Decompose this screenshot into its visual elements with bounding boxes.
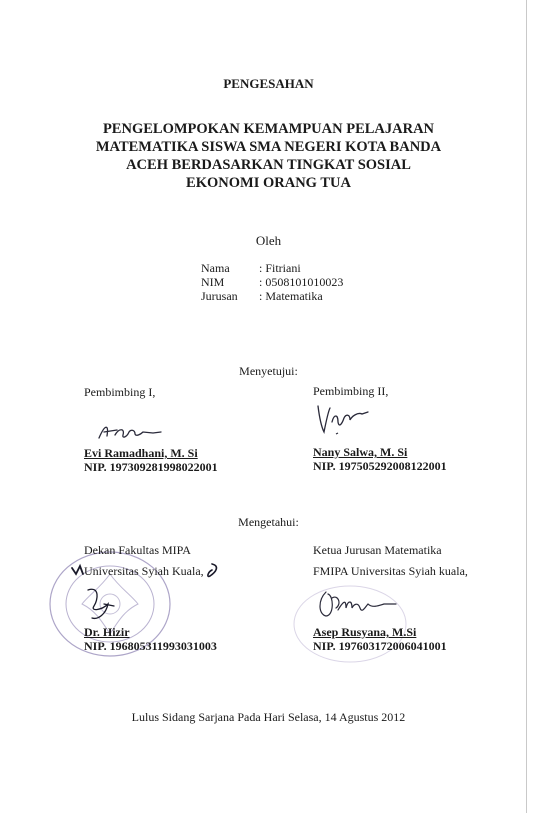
head-nip: NIP. 197603172006041001 bbox=[313, 639, 447, 653]
supervisor1-nip: NIP. 197309281998022001 bbox=[84, 460, 218, 474]
dean-nip: NIP. 196805311993031003 bbox=[84, 639, 217, 653]
supervisor2-role: Pembimbing II, bbox=[313, 384, 389, 398]
dean-signature bbox=[70, 560, 220, 630]
supervisor2-nip: NIP. 197505292008122001 bbox=[313, 459, 447, 473]
supervisor1-role: Pembimbing I, bbox=[84, 385, 156, 399]
supervisor1-signature bbox=[95, 420, 165, 444]
scan-edge-line bbox=[526, 0, 527, 813]
identity-label: Nama bbox=[201, 261, 230, 275]
title-line: PENGELOMPOKAN KEMAMPUAN PELAJARAN bbox=[102, 121, 435, 137]
identity-row-name bbox=[201, 261, 343, 275]
supervisor2-name: Nany Salwa, M. Si bbox=[313, 445, 408, 459]
head-name: Asep Rusyana, M.Si bbox=[313, 625, 417, 639]
supervisor1-name: Evi Ramadhani, M. Si bbox=[84, 446, 198, 460]
dean-role-line1: Dekan Fakultas MIPA bbox=[84, 543, 191, 557]
head-role-line1: Ketua Jurusan Matematika bbox=[313, 543, 442, 557]
identity-value: : Matematika bbox=[259, 289, 323, 303]
by-label: Oleh bbox=[255, 233, 282, 248]
head-role-line2: FMIPA Universitas Syiah kuala, bbox=[313, 564, 468, 578]
title-line: ACEH BERDASARKAN TINGKAT SOSIAL bbox=[126, 157, 411, 173]
page-heading: PENGESAHAN bbox=[223, 76, 314, 91]
dean-role-line2: Universitas Syiah Kuala, bbox=[84, 564, 204, 578]
identity-value: : 0508101010023 bbox=[259, 275, 344, 289]
thesis-title bbox=[40, 120, 497, 192]
student-identity bbox=[201, 261, 343, 303]
identity-row-department bbox=[201, 289, 343, 303]
approval-label: Menyetujui: bbox=[239, 364, 298, 378]
acknowledgement-label: Mengetahui: bbox=[238, 515, 299, 529]
identity-value: : Fitriani bbox=[259, 261, 301, 275]
head-signature bbox=[312, 586, 402, 622]
identity-row-nim bbox=[201, 275, 343, 289]
title-line: MATEMATIKA SISWA SMA NEGERI KOTA BANDA bbox=[95, 139, 442, 155]
identity-label: Jurusan bbox=[201, 289, 238, 303]
identity-label: NIM bbox=[201, 275, 225, 289]
footer-note: Lulus Sidang Sarjana Pada Hari Selasa, 14 Agustus 2012 bbox=[131, 710, 406, 724]
dean-name: Dr. Hizir bbox=[84, 625, 130, 639]
title-line: EKONOMI ORANG TUA bbox=[186, 175, 351, 191]
supervisor2-signature bbox=[316, 402, 376, 438]
